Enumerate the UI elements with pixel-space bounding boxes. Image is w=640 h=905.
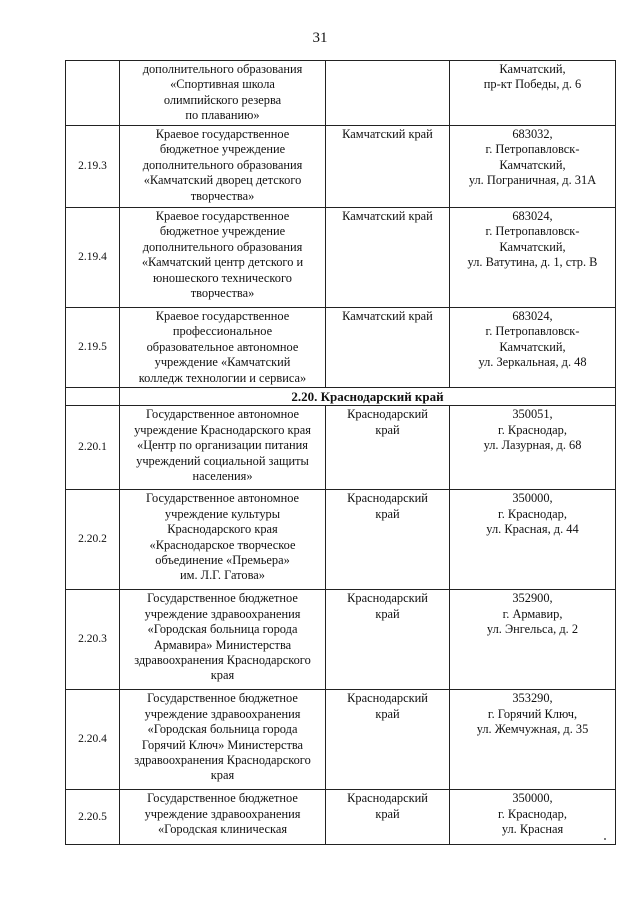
row-number (66, 61, 120, 126)
table-row (66, 490, 616, 590)
address-line: ул. Ватутина, д. 1, стр. В (467, 255, 598, 270)
row-number: 2.19.4 (66, 208, 120, 308)
registry-table (65, 60, 616, 845)
organization-name-line: Армавира» Министерства (153, 637, 292, 652)
organization-name-line: творчества» (190, 188, 255, 203)
address-line: г. Краснодар, (498, 506, 567, 521)
table-row (66, 790, 616, 845)
address-line: 683032, (512, 127, 553, 141)
address (450, 590, 616, 690)
organization-name-line: дополнительного образования (142, 157, 303, 172)
address (450, 490, 616, 590)
organization-name (120, 790, 326, 845)
organization-name-line: Государственное бюджетное (147, 591, 298, 606)
organization-name-line: Краевое государственное (155, 309, 290, 323)
address-line: г. Петропавловск- (485, 324, 580, 339)
organization-name-line: Государственное автономное (145, 407, 300, 422)
address-line: 350000, (512, 791, 553, 806)
region-line: Краснодарский (347, 491, 428, 506)
section-number-cell (66, 388, 120, 406)
table-row (66, 208, 616, 308)
address-line: г. Горячий Ключ, (487, 706, 578, 721)
organization-name-line: учреждение «Камчатский (154, 355, 291, 370)
organization-name-line: учреждение здравоохранения (144, 606, 301, 621)
address (450, 208, 616, 308)
table-row (66, 590, 616, 690)
region-line: Камчатский край (342, 127, 433, 141)
organization-name (120, 490, 326, 590)
organization-name-line: Горячий Ключ» Министерства (141, 737, 304, 752)
region-line: Краснодарский (347, 407, 428, 422)
address-line: 350000, (512, 491, 553, 506)
organization-name-line: Краевое государственное (155, 127, 290, 141)
region (326, 406, 450, 490)
region (326, 308, 450, 388)
region (326, 126, 450, 208)
organization-name-line: бюджетное учреждение (159, 142, 286, 157)
organization-name-line: профессиональное (172, 324, 273, 339)
region (326, 690, 450, 790)
organization-name-line: Государственное бюджетное (147, 691, 298, 706)
organization-name (120, 61, 326, 126)
organization-name-line: населения» (192, 469, 253, 484)
region-line: Камчатский край (342, 209, 433, 223)
region-line: Краснодарский (347, 691, 428, 706)
organization-name-line: учреждение здравоохранения (144, 806, 301, 821)
address-line: ул. Красная, д. 44 (486, 522, 579, 537)
organization-name-line: по плаванию» (185, 108, 260, 123)
row-number: 2.20.5 (66, 790, 120, 845)
address (450, 61, 616, 126)
region-line: Краснодарский (347, 591, 428, 606)
address (450, 690, 616, 790)
region (326, 61, 450, 126)
row-number: 2.19.5 (66, 308, 120, 388)
organization-name-line: образовательное автономное (146, 339, 299, 354)
address-line: Камчатский, (499, 239, 566, 254)
organization-name-line: бюджетное учреждение (159, 224, 286, 239)
address-line: Камчатский, (499, 62, 566, 76)
address-line: ул. Красная (501, 822, 564, 837)
address-line: г. Петропавловск- (485, 224, 580, 239)
organization-name-line: Краевое государственное (155, 209, 290, 223)
registry-table-body (66, 61, 616, 845)
organization-name-line: Краснодарского края (167, 522, 278, 537)
address-line: 352900, (512, 591, 553, 606)
region (326, 208, 450, 308)
organization-name-line: края (210, 768, 235, 783)
organization-name-line: учреждений социальной защиты (136, 453, 309, 468)
table-row (66, 308, 616, 388)
region-line: край (375, 806, 400, 821)
organization-name-line: «Краснодарское творческое (149, 537, 296, 552)
page-number: 31 (312, 30, 328, 46)
organization-name-line: «Центр по организации питания (137, 438, 308, 453)
address-line: ул. Энгельса, д. 2 (486, 622, 579, 637)
address-line: Камчатский, (499, 157, 566, 172)
organization-name-line: края (210, 668, 235, 683)
row-number: 2.20.2 (66, 490, 120, 590)
address-line: 683024, (512, 209, 553, 223)
address-line: г. Краснодар, (498, 422, 567, 437)
address-line: г. Петропавловск- (485, 142, 580, 157)
region-line: край (375, 506, 400, 521)
section-title: 2.20. Краснодарский край (120, 388, 616, 406)
organization-name-line: юношеского технического (153, 270, 292, 285)
organization-name (120, 590, 326, 690)
row-number: 2.20.1 (66, 406, 120, 490)
organization-name-line: Государственное бюджетное (147, 791, 298, 806)
address (450, 126, 616, 208)
region (326, 490, 450, 590)
organization-name-line: «Камчатский центр детского и (141, 255, 304, 270)
table-row (66, 690, 616, 790)
organization-name-line: дополнительного образования (142, 239, 303, 254)
region-line: край (375, 422, 400, 437)
organization-name-line: учреждение культуры (164, 506, 281, 521)
organization-name-line: учреждение Краснодарского края (134, 422, 311, 437)
address (450, 308, 616, 388)
region-line: Камчатский край (342, 309, 433, 323)
address (450, 790, 616, 845)
organization-name-line: учреждение здравоохранения (144, 706, 301, 721)
address-line: пр-кт Победы, д. 6 (483, 77, 582, 92)
organization-name-line: «Городская клиническая (157, 822, 288, 837)
region-line: Краснодарский (347, 791, 428, 806)
address-line: Камчатский, (499, 339, 566, 354)
organization-name-line: колледж технологии и сервиса» (138, 370, 307, 385)
region-line: край (375, 606, 400, 621)
organization-name-line: здравоохранения Краснодарского (134, 653, 311, 668)
row-number: 2.19.3 (66, 126, 120, 208)
region (326, 590, 450, 690)
table-row (66, 406, 616, 490)
organization-name-line: объединение «Премьера» (155, 553, 290, 568)
address-line: 683024, (512, 309, 553, 323)
address-line: г. Краснодар, (498, 806, 567, 821)
organization-name (120, 126, 326, 208)
address-line: ул. Жемчужная, д. 35 (476, 722, 589, 737)
organization-name-line: «Городская больница города (147, 622, 298, 637)
organization-name-line: «Городская больница города (147, 722, 298, 737)
table-row (66, 61, 616, 126)
address-line: ул. Пограничная, д. 31А (468, 173, 597, 188)
row-number: 2.20.3 (66, 590, 120, 690)
address-line: ул. Лазурная, д. 68 (483, 438, 582, 453)
address-line: г. Армавир, (502, 606, 563, 621)
row-number: 2.20.4 (66, 690, 120, 790)
address-line: 353290, (512, 691, 553, 706)
organization-name-line: творчества» (190, 286, 255, 301)
address-line: 350051, (512, 407, 553, 422)
table-row (66, 126, 616, 208)
organization-name (120, 406, 326, 490)
organization-name-line: им. Л.Г. Гатова» (180, 568, 265, 583)
organization-name-line: дополнительного образования (142, 62, 303, 76)
organization-name-line: «Спортивная школа (170, 77, 275, 92)
organization-name-line: здравоохранения Краснодарского (134, 753, 311, 768)
organization-name-line: «Камчатский дворец детского (143, 173, 302, 188)
organization-name (120, 308, 326, 388)
address (450, 406, 616, 490)
region-line: край (375, 706, 400, 721)
organization-name (120, 690, 326, 790)
organization-name-line: Государственное автономное (145, 491, 300, 506)
organization-name (120, 208, 326, 308)
scan-speck (604, 838, 606, 840)
section-row (66, 388, 616, 406)
organization-name-line: олимпийского резерва (163, 92, 282, 107)
region (326, 790, 450, 845)
address-line: ул. Зеркальная, д. 48 (478, 355, 587, 370)
